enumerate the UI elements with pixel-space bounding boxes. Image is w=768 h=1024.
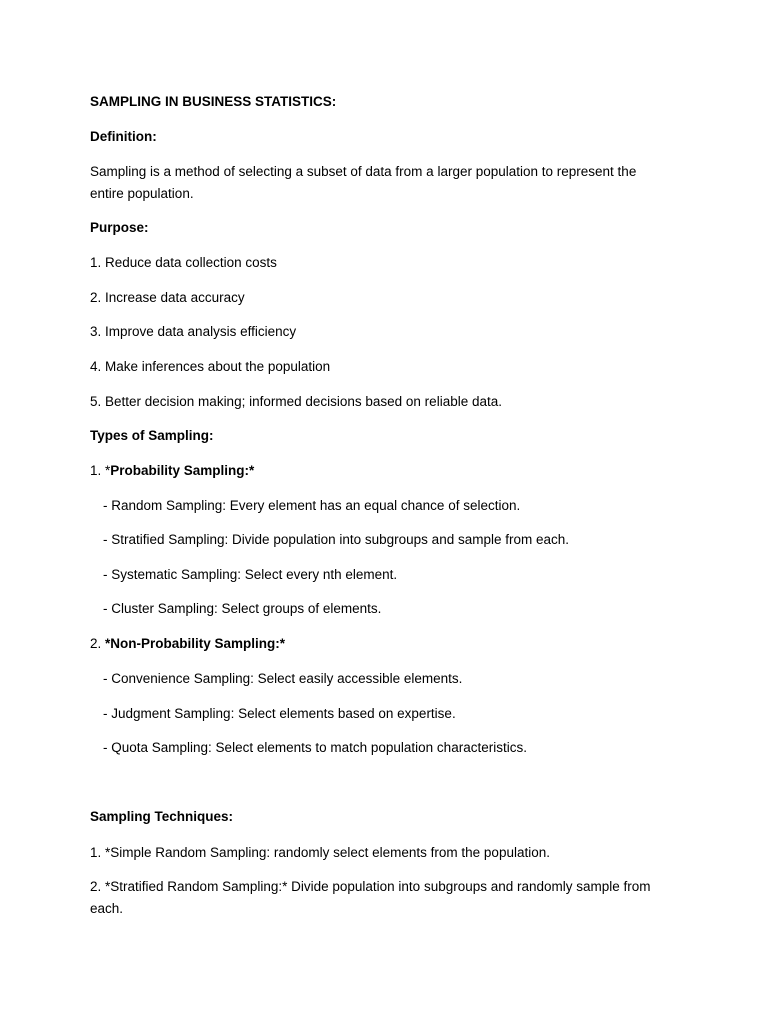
non-probability-sampling-item: - Quota Sampling: Select elements to match population characteristics. bbox=[103, 740, 527, 755]
purpose-item: 4. Make inferences about the population bbox=[90, 359, 331, 374]
non-probability-sampling-item: - Judgment Sampling: Select elements based on expertise. bbox=[103, 706, 456, 721]
definition-text-line-1: Sampling is a method of selecting a subset of data from a larger population to represent the bbox=[90, 164, 637, 179]
probability-sampling-label: Probability Sampling:* bbox=[110, 463, 255, 478]
technique-item-line-1: 2. *Stratified Random Sampling:* Divide population into subgroups and randomly sample from bbox=[90, 879, 651, 894]
document-title: SAMPLING IN BUSINESS STATISTICS: bbox=[90, 94, 337, 109]
definition-heading: Definition: bbox=[90, 129, 157, 144]
probability-sampling-item: - Stratified Sampling: Divide population into subgroups and sample from each. bbox=[103, 532, 570, 547]
list-number: 2. bbox=[90, 636, 106, 651]
purpose-item: 2. Increase data accuracy bbox=[90, 290, 245, 305]
purpose-item: 1. Reduce data collection costs bbox=[90, 255, 277, 270]
technique-item: 1. *Simple Random Sampling: randomly select elements from the population. bbox=[90, 845, 550, 860]
probability-sampling-item: - Cluster Sampling: Select groups of elements. bbox=[103, 601, 382, 616]
probability-sampling-item: - Systematic Sampling: Select every nth element. bbox=[103, 567, 398, 582]
technique-item-line-2: each. bbox=[90, 901, 124, 916]
probability-sampling-heading bbox=[90, 460, 254, 482]
probability-sampling-item: - Random Sampling: Every element has an equal chance of selection. bbox=[103, 498, 521, 513]
techniques-heading: Sampling Techniques: bbox=[90, 809, 234, 824]
types-heading: Types of Sampling: bbox=[90, 428, 214, 443]
purpose-heading: Purpose: bbox=[90, 220, 149, 235]
purpose-item: 5. Better decision making; informed decisions based on reliable data. bbox=[90, 394, 502, 409]
non-probability-sampling-heading bbox=[90, 633, 285, 655]
list-number: 1. * bbox=[90, 463, 111, 478]
non-probability-sampling-label: *Non-Probability Sampling:* bbox=[105, 636, 286, 651]
purpose-item: 3. Improve data analysis efficiency bbox=[90, 324, 297, 339]
non-probability-sampling-item: - Convenience Sampling: Select easily accessible elements. bbox=[103, 671, 463, 686]
definition-text-line-2: entire population. bbox=[90, 186, 194, 201]
